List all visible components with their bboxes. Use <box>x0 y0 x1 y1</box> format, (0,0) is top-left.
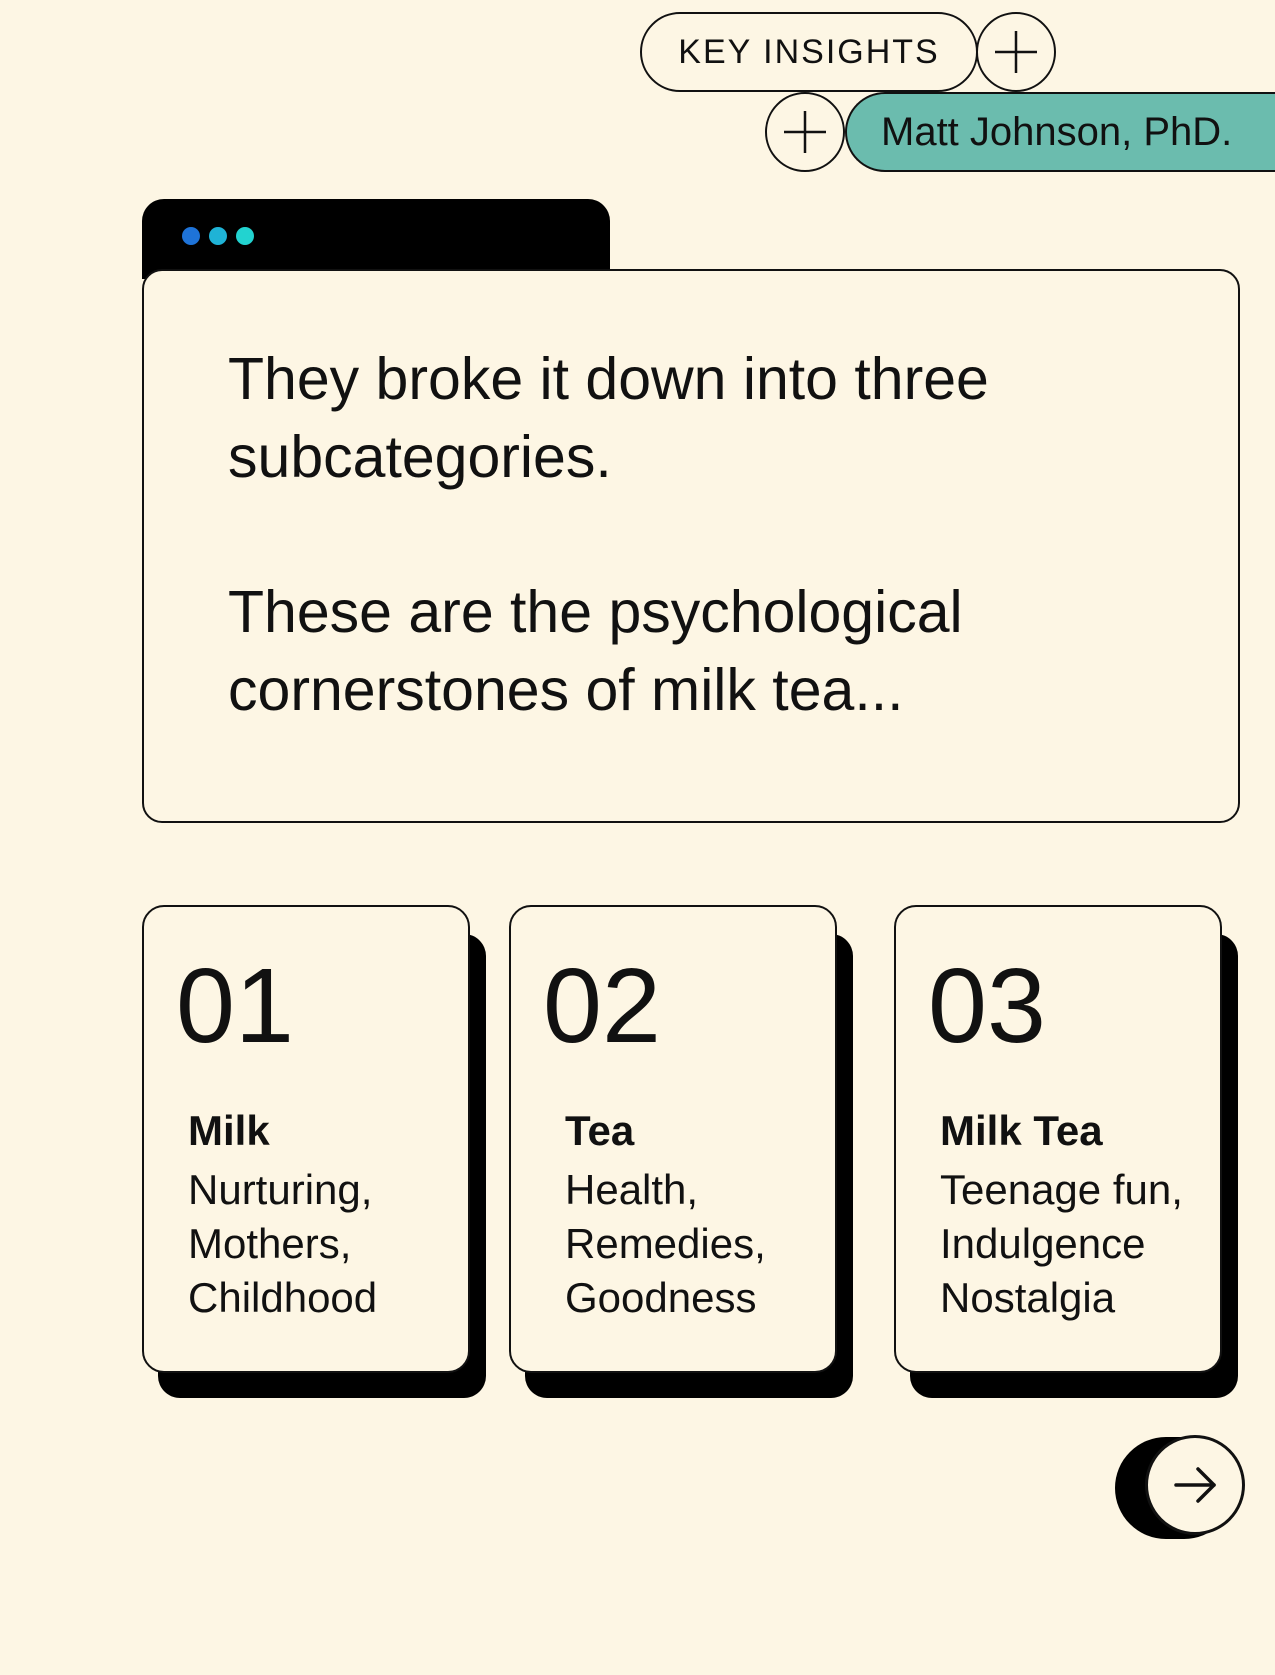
window-dot-teal <box>236 227 254 245</box>
card-title: Milk <box>188 1107 270 1154</box>
card-title: Milk Tea <box>940 1107 1103 1154</box>
insight-paragraph-2: These are the psychological cornerstones of milk tea... <box>228 579 963 723</box>
section-label: KEY INSIGHTS <box>678 32 940 71</box>
card-description-line: Childhood <box>188 1274 378 1321</box>
card-description <box>188 1163 468 1325</box>
card-description-line: Health, <box>565 1166 699 1213</box>
window-dot-cyan <box>209 227 227 245</box>
plus-icon <box>782 109 828 155</box>
card-description-line: Nurturing, <box>188 1166 373 1213</box>
key-insights-label <box>640 12 978 92</box>
card-description-line: Goodness <box>565 1274 757 1321</box>
card-description-line: Nostalgia <box>940 1274 1116 1321</box>
category-card-milk <box>142 905 470 1373</box>
next-button[interactable] <box>1145 1435 1245 1535</box>
card-number: 03 <box>928 947 1046 1065</box>
author-name: Matt Johnson, PhD. <box>881 109 1233 154</box>
card-description <box>565 1163 845 1325</box>
author-tag <box>845 92 1275 172</box>
card-number: 01 <box>176 947 294 1065</box>
card-title: Tea <box>565 1107 635 1154</box>
window-dot-blue <box>182 227 200 245</box>
card-description-line: Teenage fun, <box>940 1166 1183 1213</box>
insight-paragraph-1: They broke it down into three subcategories. <box>228 346 989 490</box>
card-number: 02 <box>543 947 661 1065</box>
category-card-milk-tea <box>894 905 1222 1373</box>
category-card-tea <box>509 905 837 1373</box>
card-description-line: Mothers, <box>188 1220 352 1267</box>
card-description-line: Remedies, <box>565 1220 766 1267</box>
card-description <box>940 1163 1220 1325</box>
arrow-right-icon <box>1170 1460 1220 1510</box>
add-button[interactable] <box>976 12 1056 92</box>
window-title-bar <box>142 199 610 279</box>
insight-window <box>142 269 1240 823</box>
plus-icon <box>993 29 1039 75</box>
add-author-button[interactable] <box>765 92 845 172</box>
card-description-line: Indulgence <box>940 1220 1146 1267</box>
